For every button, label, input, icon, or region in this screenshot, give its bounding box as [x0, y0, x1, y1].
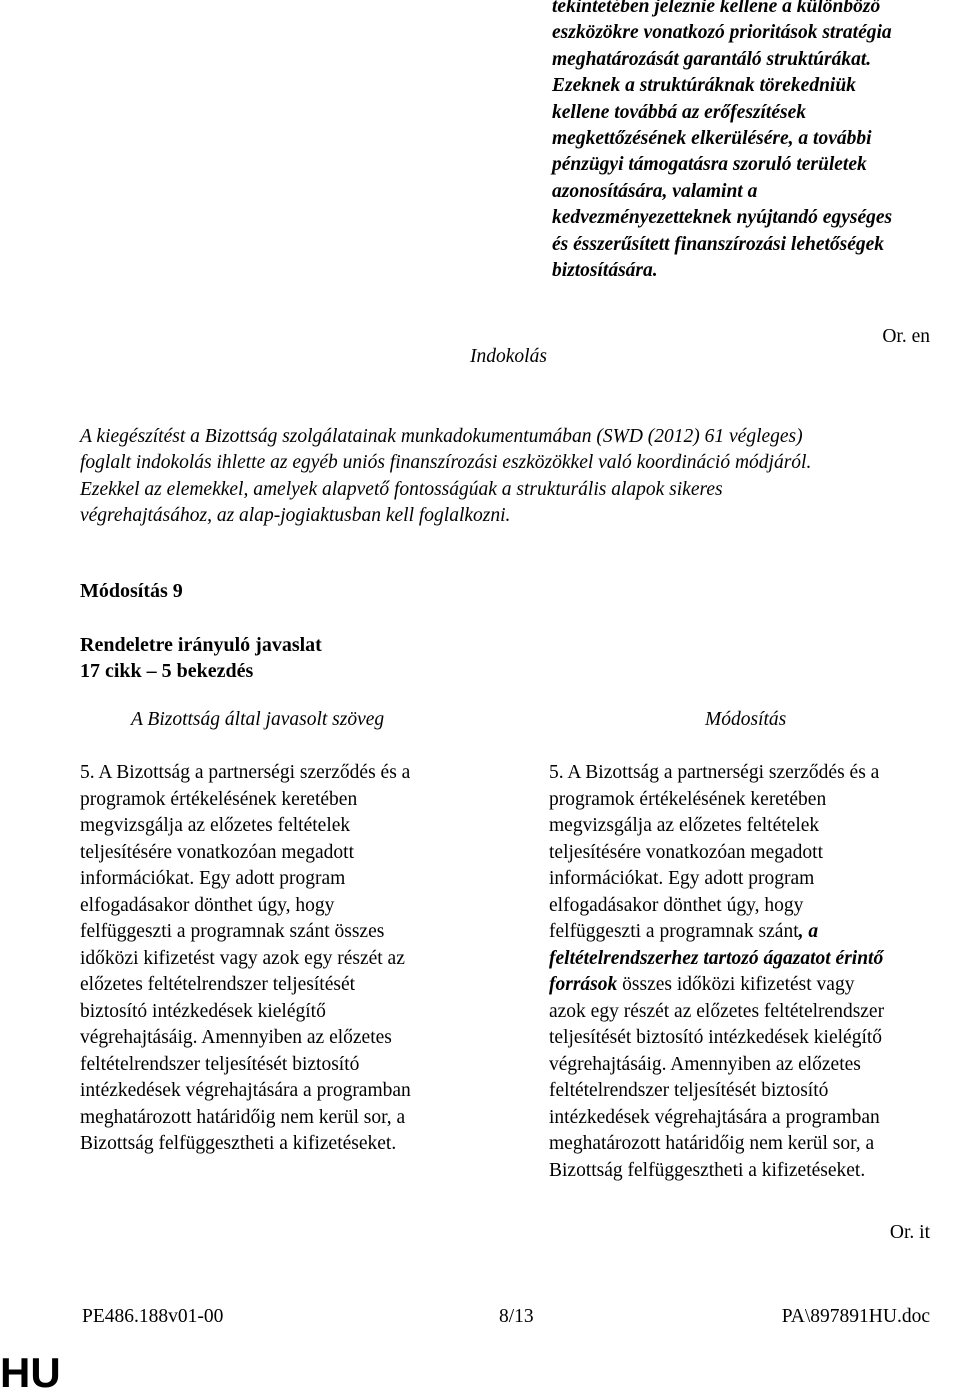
- proposal-reference: 17 cikk – 5 bekezdés: [80, 660, 254, 682]
- footer-document-ref: PE486.188v01-00: [82, 1306, 224, 1327]
- justification-text: A kiegészítést a Bizottság szolgálatainak munkadokumentumában (SWD (2012) 61 végleges) foglalt indokolás ihlette az egyéb uniós finanszírozási eszközökkel való koordináció módjáról. Ezekkel az elemekkel, amelyek alapvető fontosságúak a strukturális alapok sikeres végrehajtásához, az alap-jogiaktusban kell foglalkozni.: [80, 426, 812, 526]
- amendment-text-part-2: összes időközi kifizetést vagy azok egy részét az előzetes feltételrendszer teljesítését biztosító intézkedések kielégítő végrehajtásáig. Amennyiben az előzetes feltételrendszer teljesítését biztosító intézkedések végrehajtására a programban meghatározott határidőig nem kerül sor, a Bizottság felfüggesztheti a kifizetéseket.: [549, 974, 885, 1181]
- original-language-it: Or. it: [889, 1222, 930, 1243]
- column-heading-amendment: Módosítás: [705, 709, 787, 730]
- amendment-text-continuation: tekintetében jeleznie kellene a különböző eszközökre vonatkozó prioritások stratégia meghatározását garantáló struktúrákat. Ezeknek a struktúráknak törekedniük kellene továbbá az erőfeszítések megkettőzésének elkerülésére, a további pénzügyi támogatásra szoruló területek azonosítására, valamint a kedvezményezetteknek nyújtandó egységes és ésszerűsített finanszírozási lehetőségek biztosítására.: [552, 0, 893, 282]
- commission-text-column: 5. A Bizottság a partnerségi szerződés és a programok értékelésének keretében megvizsgálja az előzetes feltételek teljesítésére vonatkozóan megadott információkat. Egy adott program elfogadásakor dönthet úgy, hogy felfüggeszti a programnak szánt összes időközi kifizetést vagy azok egy részét az előzetes feltételrendszer teljesítését biztosító intézkedések kielégítő végrehajtásáig. Amennyiben az előzetes feltételrendszer teljesítését biztosító intézkedések végrehajtására a programban meghatározott határidőig nem kerül sor, a Bizottság felfüggesztheti a kifizetéseket.: [80, 762, 411, 1154]
- column-heading-commission-text: A Bizottság által javasolt szöveg: [131, 709, 385, 730]
- amendment-text-part-1: 5. A Bizottság a partnerségi szerződés és a programok értékelésének keretében megvizsgálja az előzetes feltételek teljesítésére vonatkozóan megadott információkat. Egy adott program elfogadásakor dönthet úgy, hogy felfüggeszti a programnak szánt: [549, 762, 880, 942]
- amendment-text-column: [549, 760, 960, 1184]
- amendment-number: Módosítás 9: [80, 580, 183, 602]
- justification-heading: Indokolás: [470, 346, 547, 367]
- language-mark: HU: [0, 1349, 61, 1396]
- inserted-text: , a feltételrendszerhez tartozó ágazatot érintő források: [549, 921, 884, 995]
- proposal-title: Rendeletre irányuló javaslat: [80, 634, 322, 656]
- proposal-heading: [80, 632, 322, 684]
- footer-file-name: PA\897891HU.doc: [781, 1306, 930, 1327]
- footer-page-number: 8/13: [499, 1306, 534, 1327]
- original-language-en: Or. en: [882, 326, 930, 347]
